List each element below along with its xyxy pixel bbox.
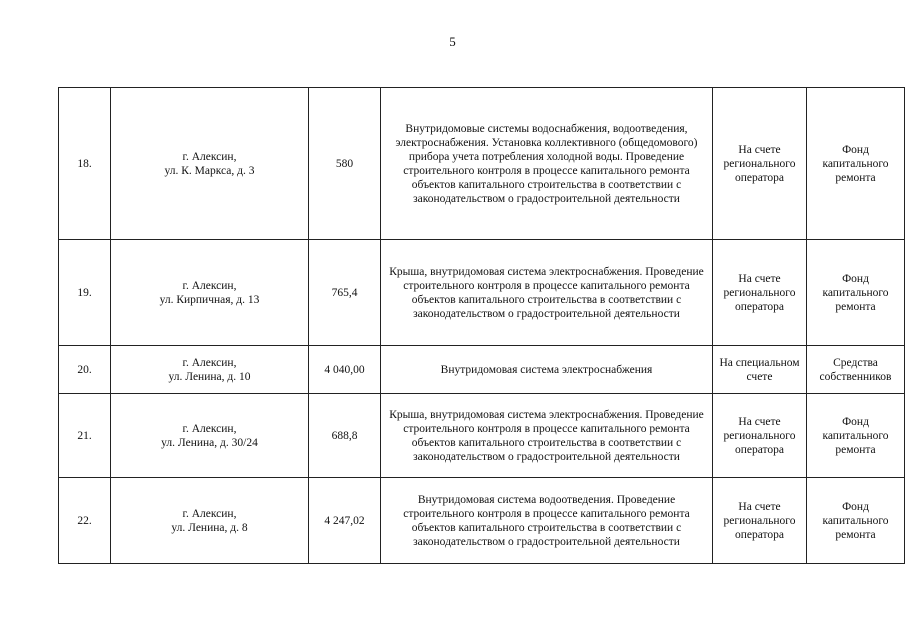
address-city: г. Алексин, (182, 150, 237, 163)
address-city: г. Алексин, (182, 356, 237, 369)
row-number-cell: 22. (59, 478, 111, 564)
address-street: ул. К. Маркса, д. 3 (164, 164, 255, 177)
address-city: г. Алексин, (182, 279, 237, 292)
table-row (59, 88, 905, 240)
row-number-cell: 19. (59, 240, 111, 346)
address-street: ул. Ленина, д. 30/24 (161, 436, 258, 449)
account-cell: На счете регионального оператора (713, 88, 807, 240)
address-city: г. Алексин, (182, 507, 237, 520)
address-cell (111, 88, 309, 240)
area-cell: 765,4 (309, 240, 381, 346)
address-street: ул. Ленина, д. 8 (171, 521, 248, 534)
table-row (59, 394, 905, 478)
address-cell (111, 346, 309, 394)
works-cell: Крыша, внутридомовая система электроснабжения. Проведение строительного контроля в процессе капитального ремонта объектов капитального строительства в соответствии с законодательством о градостроительной деятельности (381, 394, 713, 478)
table-row (59, 346, 905, 394)
page-number: 5 (449, 34, 456, 49)
works-cell: Внутридомовая система электроснабжения (381, 346, 713, 394)
row-number-cell: 20. (59, 346, 111, 394)
account-cell: На счете регионального оператора (713, 240, 807, 346)
address-cell (111, 478, 309, 564)
address-street: ул. Кирпичная, д. 13 (159, 293, 260, 306)
table-row (59, 478, 905, 564)
works-cell: Крыша, внутридомовая система электроснабжения. Проведение строительного контроля в процессе капитального ремонта объектов капитального строительства в соответствии с законодательством о градостроительной деятельности (381, 240, 713, 346)
table-row (59, 240, 905, 346)
funding-cell: Фонд капитального ремонта (807, 478, 905, 564)
address-city: г. Алексин, (182, 422, 237, 435)
funding-cell: Фонд капитального ремонта (807, 240, 905, 346)
area-cell: 4 247,02 (309, 478, 381, 564)
row-number-cell: 21. (59, 394, 111, 478)
area-cell: 688,8 (309, 394, 381, 478)
area-cell: 580 (309, 88, 381, 240)
funding-cell: Средства собственников (807, 346, 905, 394)
account-cell: На счете регионального оператора (713, 478, 807, 564)
repair-program-table (58, 87, 905, 564)
account-cell: На специальном счете (713, 346, 807, 394)
address-cell (111, 240, 309, 346)
address-cell (111, 394, 309, 478)
funding-cell: Фонд капитального ремонта (807, 88, 905, 240)
area-cell: 4 040,00 (309, 346, 381, 394)
address-street: ул. Ленина, д. 10 (168, 370, 251, 383)
row-number-cell: 18. (59, 88, 111, 240)
account-cell: На счете регионального оператора (713, 394, 807, 478)
works-cell: Внутридомовые системы водоснабжения, водоотведения, электроснабжения. Установка коллективного (общедомового) прибора учета потребления холодной воды. Проведение строительного контроля в процессе капитального ремонта объектов капитального строительства в соответствии с законодательством о градостроительной деятельности (381, 88, 713, 240)
works-cell: Внутридомовая система водоотведения. Проведение строительного контроля в процессе капитального ремонта объектов капитального строительства в соответствии с законодательством о градостроительной деятельности (381, 478, 713, 564)
funding-cell: Фонд капитального ремонта (807, 394, 905, 478)
